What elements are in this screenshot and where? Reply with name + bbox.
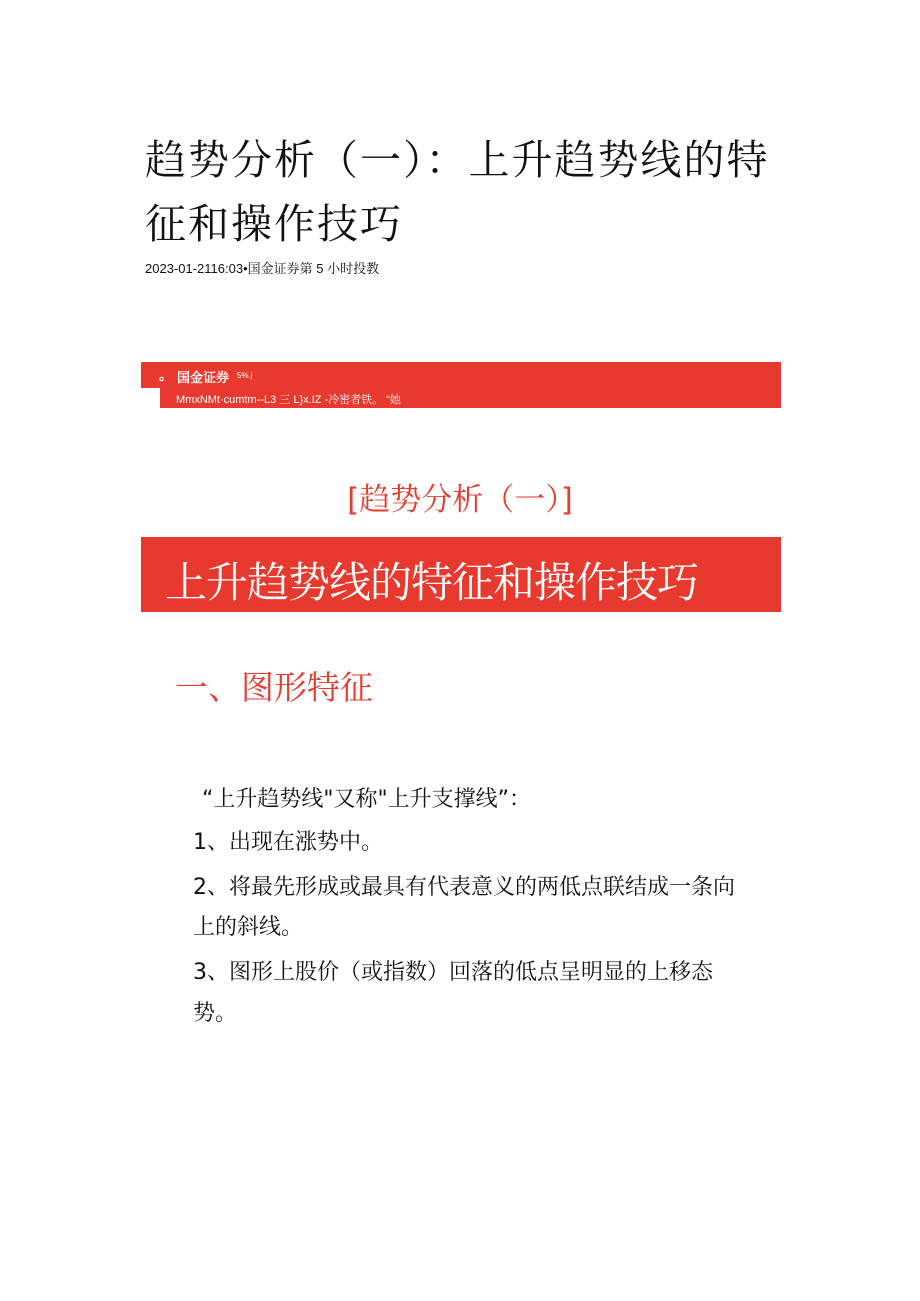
list-item-2: 2、将最先形成或最具有代表意义的两低点联结成一条向 [193,875,735,900]
list-item-1: 1、出现在涨势中。 [193,830,383,855]
brand-name: 国金证券 [177,370,230,385]
banner-slogan: MmxNMt·cumtm--L3 三 L}x.IZ -冷密者铁。 “她 [176,394,401,406]
banner-dot: 。 [159,368,173,384]
title-banner-text: 上升趋势线的特征和操作技巧 [165,558,699,607]
brand-tag: 5%.j [237,371,253,380]
brand-banner [141,362,781,388]
article-meta: 2023-01-2116:03•国金证券第 5 小时投教 [145,261,380,276]
article-title: 趋势分析（一）：上升趋势线的特征和操作技巧 [145,136,770,248]
list-item-3: 3、图形上股价（或指数）回落的低点呈明显的上移态 [193,960,713,985]
intro-paragraph: “上升趋势线"又称"上升支撑线”： [202,787,532,812]
list-item-2-continued: 上的斜线。 [193,915,304,940]
series-sub-heading: [趋势分析（一）] [347,482,573,518]
section-title: 一、图形特征 [175,668,373,707]
slogan-banner [160,388,781,408]
list-item-3-continued: 势。 [193,1001,238,1026]
title-banner [141,537,781,612]
